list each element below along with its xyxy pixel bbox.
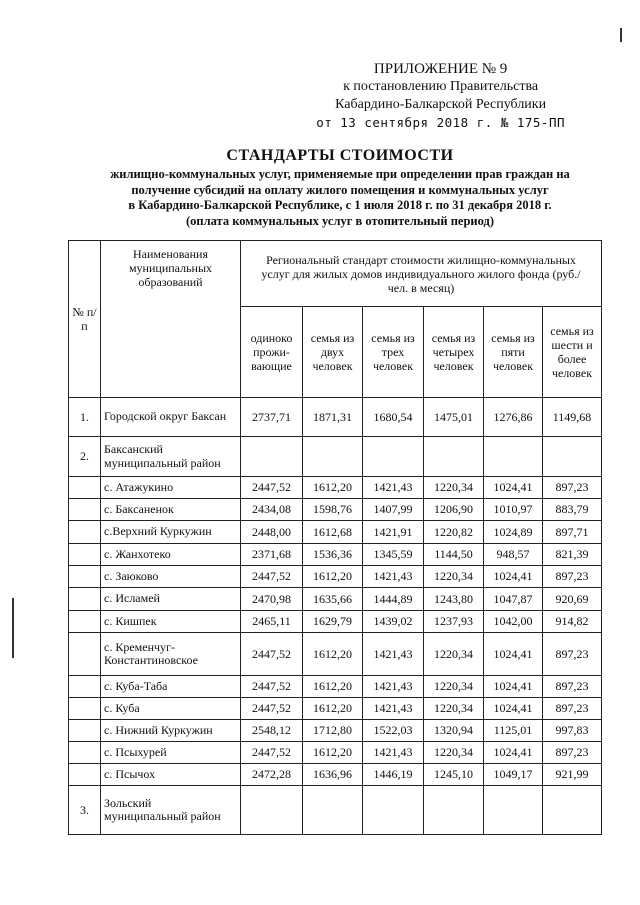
row-number bbox=[69, 566, 101, 588]
row-number bbox=[69, 588, 101, 611]
row-value bbox=[484, 786, 543, 835]
row-value: 1421,43 bbox=[363, 698, 424, 720]
header-col-two: семья из двух человек bbox=[303, 307, 363, 398]
row-value: 2472,28 bbox=[241, 764, 303, 786]
row-value: 2548,12 bbox=[241, 720, 303, 742]
row-name: с. Кишпек bbox=[101, 611, 241, 633]
row-number: 3. bbox=[69, 786, 101, 835]
table-row bbox=[69, 633, 602, 676]
row-value: 1220,34 bbox=[424, 698, 484, 720]
row-value: 948,57 bbox=[484, 544, 543, 566]
row-value: 1612,20 bbox=[303, 477, 363, 499]
row-value: 1421,43 bbox=[363, 633, 424, 676]
table-row bbox=[69, 437, 602, 477]
row-value: 2447,52 bbox=[241, 477, 303, 499]
row-value bbox=[424, 786, 484, 835]
row-value bbox=[543, 437, 602, 477]
table-row bbox=[69, 698, 602, 720]
row-value: 897,71 bbox=[543, 521, 602, 544]
header-col-three: семья из трех человек bbox=[363, 307, 424, 398]
scan-mark-left bbox=[12, 598, 14, 658]
table-row bbox=[69, 742, 602, 764]
row-value: 1444,89 bbox=[363, 588, 424, 611]
row-value: 883,79 bbox=[543, 499, 602, 521]
row-value: 2447,52 bbox=[241, 698, 303, 720]
document-subtitle bbox=[60, 167, 620, 229]
header-col-five: семья из пяти человек bbox=[484, 307, 543, 398]
row-value: 897,23 bbox=[543, 566, 602, 588]
row-value: 1522,03 bbox=[363, 720, 424, 742]
row-value: 897,23 bbox=[543, 477, 602, 499]
row-value: 914,82 bbox=[543, 611, 602, 633]
row-value: 1049,17 bbox=[484, 764, 543, 786]
row-value: 2448,00 bbox=[241, 521, 303, 544]
row-name: с. Кременчуг-Константиновское bbox=[101, 633, 241, 676]
row-number bbox=[69, 764, 101, 786]
row-name: с. Псыхурей bbox=[101, 742, 241, 764]
row-value: 1276,86 bbox=[484, 398, 543, 437]
row-name: Зольский муниципальный район bbox=[101, 786, 241, 835]
row-value: 1320,94 bbox=[424, 720, 484, 742]
row-value: 2465,11 bbox=[241, 611, 303, 633]
table-row bbox=[69, 611, 602, 633]
row-name: с. Исламей bbox=[101, 588, 241, 611]
row-value: 1629,79 bbox=[303, 611, 363, 633]
row-value: 1144,50 bbox=[424, 544, 484, 566]
row-value: 2371,68 bbox=[241, 544, 303, 566]
row-value: 1024,89 bbox=[484, 521, 543, 544]
row-value: 821,39 bbox=[543, 544, 602, 566]
table-row bbox=[69, 676, 602, 698]
table-row bbox=[69, 764, 602, 786]
row-value bbox=[484, 437, 543, 477]
row-value: 1220,34 bbox=[424, 566, 484, 588]
table-row bbox=[69, 499, 602, 521]
row-value: 1245,10 bbox=[424, 764, 484, 786]
row-number bbox=[69, 477, 101, 499]
row-value: 1421,43 bbox=[363, 676, 424, 698]
header-col-six: семья из шести и более человек bbox=[543, 307, 602, 398]
row-value: 1635,66 bbox=[303, 588, 363, 611]
row-value: 1024,41 bbox=[484, 566, 543, 588]
row-value: 1446,19 bbox=[363, 764, 424, 786]
row-name: с. Куба bbox=[101, 698, 241, 720]
row-value: 997,83 bbox=[543, 720, 602, 742]
row-value: 921,99 bbox=[543, 764, 602, 786]
row-value: 1345,59 bbox=[363, 544, 424, 566]
row-value: 1220,82 bbox=[424, 521, 484, 544]
table-row bbox=[69, 544, 602, 566]
annex-date-stamp: от 13 сентября 2018 г. № 175-ПП bbox=[316, 115, 565, 130]
row-value: 1598,76 bbox=[303, 499, 363, 521]
row-number: 1. bbox=[69, 398, 101, 437]
row-value: 920,69 bbox=[543, 588, 602, 611]
table-row bbox=[69, 398, 602, 437]
row-value: 2737,71 bbox=[241, 398, 303, 437]
subtitle-line: получение субсидий на оплату жилого помещения и коммунальных услуг bbox=[131, 182, 549, 197]
table-row bbox=[69, 566, 602, 588]
row-value: 897,23 bbox=[543, 742, 602, 764]
row-value bbox=[241, 786, 303, 835]
scan-mark-top bbox=[620, 28, 622, 42]
standards-table bbox=[68, 240, 602, 835]
row-value: 897,23 bbox=[543, 676, 602, 698]
subtitle-line: жилищно-коммунальных услуг, применяемые при определении прав граждан на bbox=[110, 167, 570, 181]
row-number: 2. bbox=[69, 437, 101, 477]
row-number bbox=[69, 611, 101, 633]
row-value: 1243,80 bbox=[424, 588, 484, 611]
row-value: 1421,91 bbox=[363, 521, 424, 544]
row-value: 1047,87 bbox=[484, 588, 543, 611]
header-num: № п/п bbox=[69, 241, 101, 398]
row-name: с. Баксаненок bbox=[101, 499, 241, 521]
table-row bbox=[69, 588, 602, 611]
annex-number: ПРИЛОЖЕНИЕ № 9 bbox=[373, 61, 508, 77]
row-value: 1680,54 bbox=[363, 398, 424, 437]
row-value: 1237,93 bbox=[424, 611, 484, 633]
row-number bbox=[69, 676, 101, 698]
header-name: Наименования муниципальных образований bbox=[101, 241, 241, 398]
row-value: 1612,20 bbox=[303, 676, 363, 698]
row-value: 897,23 bbox=[543, 633, 602, 676]
row-value: 1024,41 bbox=[484, 477, 543, 499]
document-title: СТАНДАРТЫ СТОИМОСТИ bbox=[226, 147, 454, 164]
row-value: 1042,00 bbox=[484, 611, 543, 633]
row-value: 1475,01 bbox=[424, 398, 484, 437]
row-number bbox=[69, 720, 101, 742]
row-value: 1612,20 bbox=[303, 566, 363, 588]
row-value: 1421,43 bbox=[363, 566, 424, 588]
row-value: 2447,52 bbox=[241, 566, 303, 588]
row-number bbox=[69, 698, 101, 720]
row-value: 1536,36 bbox=[303, 544, 363, 566]
row-value bbox=[424, 437, 484, 477]
row-name: с. Псычох bbox=[101, 764, 241, 786]
row-value bbox=[303, 786, 363, 835]
header-col-single: одиноко прожи-вающие bbox=[241, 307, 303, 398]
row-number bbox=[69, 633, 101, 676]
table-row bbox=[69, 521, 602, 544]
header-col-four: семья из четырех человек bbox=[424, 307, 484, 398]
row-name: с. Нижний Куркужин bbox=[101, 720, 241, 742]
annex-block bbox=[316, 60, 565, 132]
row-name: с. Жанхотеко bbox=[101, 544, 241, 566]
row-value: 1612,20 bbox=[303, 633, 363, 676]
row-value: 1010,97 bbox=[484, 499, 543, 521]
row-value: 2447,52 bbox=[241, 742, 303, 764]
row-value bbox=[543, 786, 602, 835]
row-number bbox=[69, 742, 101, 764]
row-value: 1220,34 bbox=[424, 742, 484, 764]
row-number bbox=[69, 521, 101, 544]
table-row bbox=[69, 786, 602, 835]
row-value: 1149,68 bbox=[543, 398, 602, 437]
row-value bbox=[303, 437, 363, 477]
annex-authority: Кабардино-Балкарской Республики bbox=[335, 97, 547, 112]
table-row bbox=[69, 477, 602, 499]
header-standard: Региональный стандарт стоимости жилищно-коммунальных услуг для жилых домов индивидуального жилого фонда (руб./чел. в месяц) bbox=[241, 241, 602, 307]
row-number bbox=[69, 499, 101, 521]
row-name: с.Верхний Куркужин bbox=[101, 521, 241, 544]
row-value bbox=[363, 437, 424, 477]
row-name: с. Заюково bbox=[101, 566, 241, 588]
subtitle-line: в Кабардино-Балкарской Республике, с 1 июля 2018 г. по 31 декабря 2018 г. bbox=[128, 198, 552, 212]
row-value: 1125,01 bbox=[484, 720, 543, 742]
row-value: 1024,41 bbox=[484, 742, 543, 764]
row-value: 897,23 bbox=[543, 698, 602, 720]
row-value: 2470,98 bbox=[241, 588, 303, 611]
row-name: с. Атажукино bbox=[101, 477, 241, 499]
row-value: 1612,20 bbox=[303, 742, 363, 764]
row-value: 1220,34 bbox=[424, 633, 484, 676]
row-value: 1407,99 bbox=[363, 499, 424, 521]
row-value: 2434,08 bbox=[241, 499, 303, 521]
row-value: 1024,41 bbox=[484, 633, 543, 676]
row-value bbox=[363, 786, 424, 835]
row-value: 1612,68 bbox=[303, 521, 363, 544]
row-value: 1871,31 bbox=[303, 398, 363, 437]
row-value: 1024,41 bbox=[484, 698, 543, 720]
row-name: Баксанский муниципальный район bbox=[101, 437, 241, 477]
row-name: Городской округ Баксан bbox=[101, 398, 241, 437]
row-value: 1220,34 bbox=[424, 676, 484, 698]
row-value: 2447,52 bbox=[241, 633, 303, 676]
row-value: 1220,34 bbox=[424, 477, 484, 499]
row-value: 1024,41 bbox=[484, 676, 543, 698]
row-value: 1712,80 bbox=[303, 720, 363, 742]
table-row bbox=[69, 720, 602, 742]
subtitle-line: (оплата коммунальных услуг в отопительный период) bbox=[185, 213, 495, 228]
row-value: 1439,02 bbox=[363, 611, 424, 633]
row-value: 1206,90 bbox=[424, 499, 484, 521]
row-value: 1421,43 bbox=[363, 742, 424, 764]
row-name: с. Куба-Таба bbox=[101, 676, 241, 698]
row-value bbox=[241, 437, 303, 477]
row-number bbox=[69, 544, 101, 566]
annex-reference: к постановлению Правительства bbox=[343, 79, 539, 94]
row-value: 1421,43 bbox=[363, 477, 424, 499]
row-value: 1612,20 bbox=[303, 698, 363, 720]
row-value: 1636,96 bbox=[303, 764, 363, 786]
table-body bbox=[69, 398, 602, 835]
row-value: 2447,52 bbox=[241, 676, 303, 698]
